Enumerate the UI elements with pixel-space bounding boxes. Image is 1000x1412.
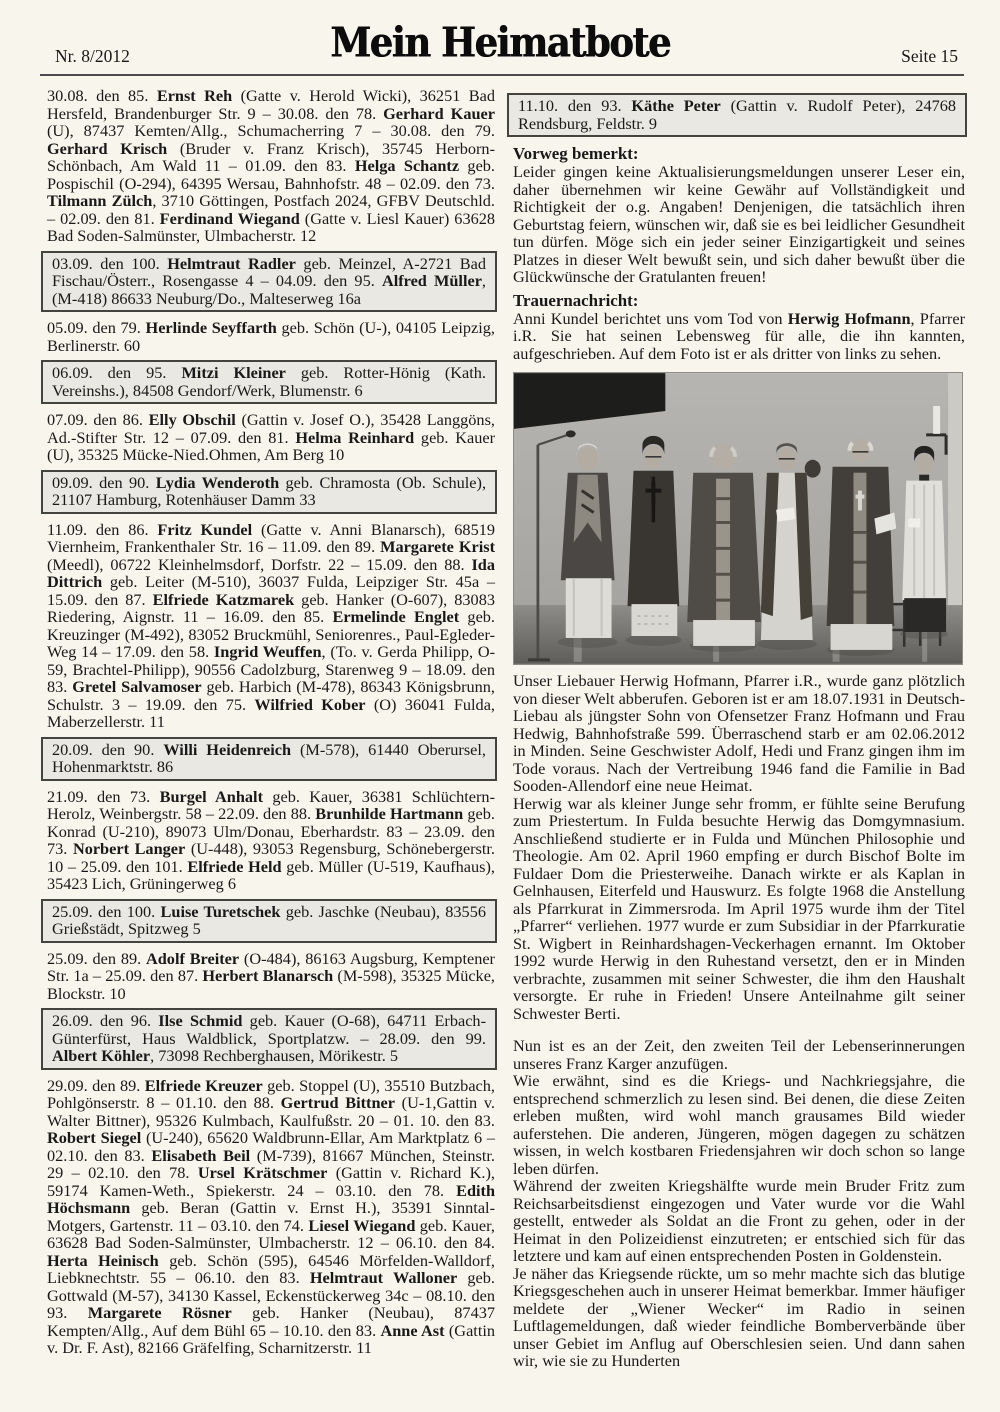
church-service-photo bbox=[513, 372, 963, 665]
right-column-top bbox=[513, 93, 965, 362]
masthead-title: Mein Heimatbote bbox=[330, 17, 670, 67]
vorweg-bemerkt-text: Leider gingen keine Aktualisierungsmeldungen unserer Leser ein, daher übernehmen wir keine Gewähr auf Vollständigkeit und Richtigkeit der o.g. Angaben! Denjenigen, die tatsächlich ihren Geburtstag feiern, wünschen wir, daß sie es bei leidlicher Gesundheit tun dürfen. Möge sich ein jeder seiner Einzigartigkeit und seines Platzes in dieser Welt bewußt sein, und sich daher bewußt über die Glückwünsche der Gratulanten freuen! bbox=[513, 162, 965, 286]
milestone-box: 03.09. den 100. Helmtraut Radler geb. Meinzel, A-2721 Bad Fischau/Österr., Rosengasse 4 – 04.09. den 95. Alfred Müller, (M-418) 86633 Neuburg/Do., Malteserweg 16a bbox=[41, 251, 497, 313]
obituary-text: Unser Liebauer Herwig Hofmann, Pfarrer i.R., wurde ganz plötzlich von dieser Welt abberufen. Geboren ist er am 18.07.1931 in Deutsch-Liebau als jüngster Sohn von Ofensetzer Franz Hofmann und Frau Hedwig, Bahnhofstraße 599. Überraschend starb er am 02.06.2012 in Minden. Seine Geschwister Adolf, Hedi und Franz gingen ihm im Tode voraus. Nach der Vertreibung 1946 fand die Familie in Bad Sooden-Allendorf eine neue Heimat. bbox=[513, 671, 965, 795]
right-column-bottom bbox=[513, 672, 965, 1370]
obituary-text: Herwig war als kleiner Junge sehr fromm, er fühlte seine Berufung zum Priestertum. In Fulda besuchte Herwig das Domgymnasium. Anschließend studierte er in Fulda und München Philosophie und Theologie. Am 02. April 1960 empfing er durch Bischof Bolte im Fuldaer Dom die Priesterweihe. Danach wirkte er als Kaplan in Gelnhausen, Eiterfeld und Hauswurz. Es folgte 1968 die Anstellung als Pfarrkurat in Zimmersroda. Im April 1975 wurde ihm der Titel „Pfarrer“ verliehen. 1977 wurde er zum Subsidiar in der Pfarrkuratie St. Wigbert in Reinhardshagen-Veckerhagen ernannt. Im Oktober 1992 wurde Herwig in den Ruhestand versetzt, den er in Minden verbrachte, zusammen mit seiner Schwester, die ihm den Haushalt versorgte. Er ruhe in Frieden! Unsere Anteilnahme gilt seiner Schwester Berti. bbox=[513, 793, 965, 1023]
birthday-entries: 07.09. den 86. Elly Obschil (Gattin v. Josef O.), 35428 Langgöns, Ad.-Stifter Str. 12 – 07.09. den 81. Helma Reinhard geb. Kauer (U), 35325 Mücke-Nied.Ohmen, Am Berg 10 bbox=[47, 410, 496, 464]
milestone-box: 25.09. den 100. Luise Turetschek geb. Jaschke (Neubau), 83556 Grießstädt, Spitzweg 5 bbox=[41, 899, 497, 943]
memoir-text: Wie erwähnt, sind es die Kriegs- und Nachkriegsjahre, die entsprechend schmerzlich zu lesen sind. Bei denen, die diese Zeiten erleben mußten, wird wohl manch grausames Bild wieder auferstehen. Die anderen, Jüngeren, mögen dagegen zu schätzen wissen, in welch kostbaren Friedensjahren wir doch schon so lange leben dürfen. bbox=[513, 1071, 965, 1178]
background-person-head bbox=[805, 460, 821, 478]
right-column bbox=[513, 87, 965, 1370]
milestone-box: 06.09. den 95. Mitzi Kleiner geb. Rotter-Hönig (Kath. Vereinshs.), 84508 Gendorf/Werk, Blumenstr. 6 bbox=[41, 360, 497, 404]
clergy-figure-3-herwig-hofmann bbox=[687, 444, 761, 646]
birthday-entries: 29.09. den 89. Elfriede Kreuzer geb. Stoppel (U), 35510 Butzbach, Pohlgönserstr. 8 – 01.10. den 88. Gertrud Bittner (U-1,Gattin v. Walter Bittner), 95326 Kulmbach, Kaulfußstr. 20 – 01. 10. den 83. Robert Siegel (U-240), 65620 Waldbrunn-Ellar, Am Marktplatz 6 – 02.10. den 83. Elisabeth Beil (M-739), 81667 München, Steinstr. 29 – 02.10. den 78. Ursel Krätschmer (Gattin v. Richard K.), 59174 Kamen-Weth., Spiekerstr. 24 – 03.10. den 78. Edith Höchsmann geb. Beran (Gattin v. Ernst H.), 35391 Sinntal-Motgers, Gartenstr. 11 – 03.10. den 74. Liesel Wiegand geb. Kauer, 63628 Bad Soden-Salmünster, Ulmbacherstr. 12 – 06.10. den 84. Herta Heinisch geb. Schön (595), 64546 Mörfelden-Walldorf, Liebknechtstr. 55 – 06.10. den 83. Helmtraut Walloner geb. Gottwald (M-57), 34130 Kassel, Eckenstückerweg 34c – 08.10. den 93. Margarete Rösner geb. Hanker (Neubau), 87437 Kempten/Allg., Auf dem Bühl 65 – 10.10. den 83. Anne Ast (Gattin v. Dr. F. Ast), 82166 Gräfelfing, Scharnitzerstr. 11 bbox=[47, 1075, 496, 1357]
memoir-text: Nun ist es an der Zeit, den zweiten Teil der Lebenserinnerungen unseres Franz Karger anzufügen. bbox=[513, 1036, 965, 1073]
memoir-text: Je näher das Kriegsende rückte, um so mehr machte sich das blutige Kriegsgeschehen auch in unserer Heimat bemerkbar. Immer häufiger meldete der „Wiener Wecker“ im Radio in seinen Luftlagemeldungen, daß wieder feindliche Bomberverbände über unser Gebiet im Anflug auf Oberschlesien seien. Und dann sahen wir, wie sie zu Hunderten bbox=[513, 1263, 965, 1370]
milestone-box: 11.10. den 93. Käthe Peter (Gattin v. Rudolf Peter), 24768 Rendsburg, Feldstr. 9 bbox=[507, 93, 967, 137]
milestone-box: 20.09. den 90. Willi Heidenreich (M-578), 61440 Oberursel, Hohenmarktstr. 86 bbox=[41, 737, 497, 781]
milestone-box: 09.09. den 90. Lydia Wenderoth geb. Chramosta (Ob. Schule), 21107 Hamburg, Rotenhäuser Damm 33 bbox=[41, 470, 497, 514]
trauernachricht-intro: Anni Kundel berichtet uns vom Tod von Herwig Hofmann, Pfarrer i.R. Sie hat seinen Lebensweg für alle, die ihn kannten, aufgeschrieben. Auf dem Foto ist er als dritter von links zu sehen. bbox=[513, 308, 965, 363]
header-rule bbox=[40, 74, 964, 76]
vorweg-bemerkt-heading: Vorweg bemerkt: bbox=[513, 144, 639, 163]
paragraph-gap bbox=[513, 1022, 965, 1037]
birthday-entries: 30.08. den 85. Ernst Reh (Gatte v. Herold Wicki), 36251 Bad Hersfeld, Brandenburger Str. 9 – 30.08. den 78. Gerhard Kauer (U), 87437 Kemten/Allg., Schumacherring 7 – 30.08. den 79. Gerhard Krisch (Bruder v. Franz Krisch), 35745 Herborn-Schönbach, Am Wald 11 – 01.09. den 83. Helga Schantz geb. Pospischil (O-294), 64395 Wersau, Bahnhofstr. 48 – 02.09. den 73. Tilmann Zülch, 3710 Göttingen, Postfach 2024, GFBV Deutschld. – 02.09. den 81. Ferdinand Wiegand (Gatte v. Liesl Kauer) 63628 Bad Soden-Salmünster, Ulmbacherstr. 12 bbox=[47, 86, 496, 245]
memoir-text: Während der zweiten Kriegshälfte wurde mein Bruder Fritz zum Reichsarbeitsdienst eingezogen und Vater wurde vor die Wahl gestellt, entweder als Soldat an die Front zu gehen, oder in der Heimat in den Polizeidienst einzutreten; er entschied sich für das letztere und kam auf einen entsprechenden Posten in Goldenstein. bbox=[513, 1176, 965, 1265]
birthday-entries: 05.09. den 79. Herlinde Seyffarth geb. Schön (U-), 04105 Leipzig, Berlinerstr. 60 bbox=[47, 318, 495, 355]
milestone-box: 26.09. den 96. Ilse Schmid geb. Kauer (O-68), 64711 Erbach-Günterfürst, Haus Waldblick, Sportplatzw. – 28.09. den 99. Albert Köhler, 73098 Rechberghausen, Mörikestr. 5 bbox=[41, 1008, 497, 1070]
clergy-figure-5 bbox=[827, 439, 897, 650]
page-number: Seite 15 bbox=[901, 46, 958, 66]
birthday-entries: 21.09. den 73. Burgel Anhalt geb. Kauer, 36381 Schlüchtern-Herolz, Weinbergstr. 58 – 22.09. den 88. Brunhilde Hartmann geb. Konrad (U-210), 89073 Ulm/Donau, Eberhardstr. 83 – 23.09. den 73. Norbert Langer (U-448), 93053 Regensburg, Schönebergerstr. 10 – 25.09. den 101. Elfriede Held geb. Müller (U-519, Kaufhaus), 35423 Lich, Grüningerweg 6 bbox=[47, 786, 496, 893]
birthday-entries: 11.09. den 86. Fritz Kundel (Gatte v. Anni Blanarsch), 68519 Viernheim, Frankenthaler Str. 16 – 11.09. den 89. Margarete Krist (Meedl), 06722 Kleinhelmsdorf, Dorfstr. 22 – 15.09. den 88. Ida Dittrich geb. Leiter (M-510), 36037 Fulda, Leipziger Str. 45a – 15.09. den 87. Elfriede Katzmarek geb. Hanker (O-607), 83083 Riedering, Aignstr. 11 – 16.09. den 85. Ermelinde Englet geb. Kreuzinger (M-492), 83052 Bruckmühl, Seniorenres., Paul-Egleder-Weg 14 – 17.09. den 58. Ingrid Weuffen, (To. v. Gerda Philipp, O-59, Brachtel-Philipp), 90556 Cadolzburg, Starenweg 9 – 18.09. den 83. Gretel Salvamoser geb. Harbich (M-478), 86343 Königsbrunn, Schulstr. 3 – 19.09. den 75. Wilfried Kober (O) 36041 Fulda, Maberzellerstr. 11 bbox=[47, 519, 496, 731]
birthday-entries: 25.09. den 89. Adolf Breiter (O-484), 86163 Augsburg, Kemptener Str. 1a – 25.09. den 87. Herbert Blanarsch (M-598), 35325 Mücke, Blockstr. 10 bbox=[47, 948, 495, 1003]
obituary-photo bbox=[513, 372, 963, 665]
issue-number: Nr. 8/2012 bbox=[55, 46, 130, 66]
trauernachricht-heading: Trauernachricht: bbox=[513, 290, 639, 310]
left-column bbox=[47, 87, 495, 1357]
